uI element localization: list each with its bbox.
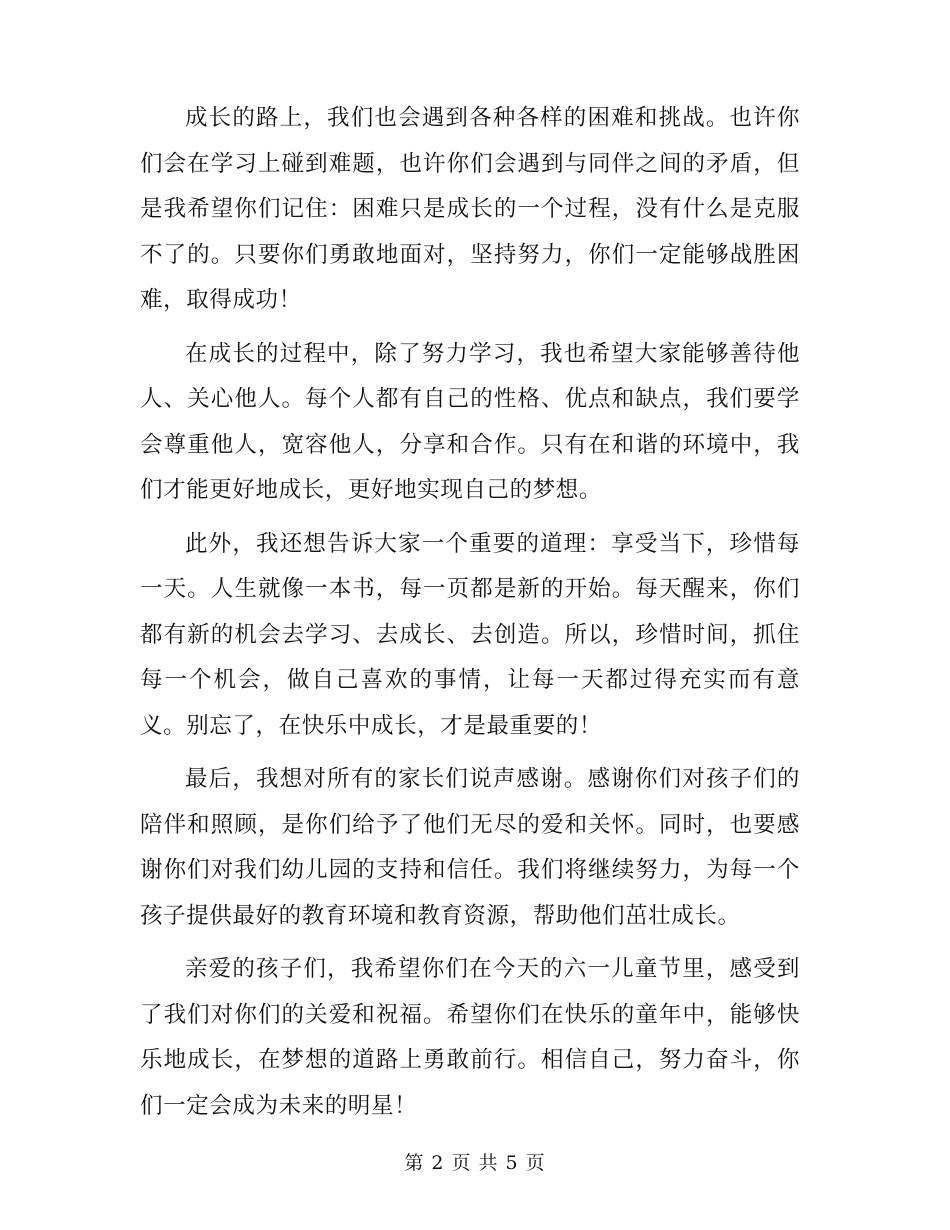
paragraph-difficulties: 成长的路上，我们也会遇到各种各样的困难和挑战。也许你们会在学习上碰到难题，也许你们会遇到与同伴之间的矛盾，但是我希望你们记住：困难只是成长的一个过程，没有什么是克服不了的。只要你们勇敢地面对，坚持努力，你们一定能够战胜困难，取得成功！ [140, 105, 800, 313]
paragraph-closing-wishes: 亲爱的孩子们，我希望你们在今天的六一儿童节里，感受到了我们对你们的关爱和祝福。希望你们在快乐的童年中，能够快乐地成长，在梦想的道路上勇敢前行。相信自己，努力奋斗，你们一定会成为未来的明星！ [140, 956, 800, 1119]
paragraph-cherish-today: 此外，我还想告诉大家一个重要的道理：享受当下，珍惜每一天。人生就像一本书，每一页都是新的开始。每天醒来，你们都有新的机会去学习、去成长、去创造。所以，珍惜时间，抓住每一个机会，做自己喜欢的事情，让每一天都过得充实而有意义。别忘了，在快乐中成长，才是最重要的！ [140, 530, 800, 739]
paragraph-thanks-parents: 最后，我想对所有的家长们说声感谢。感谢你们对孩子们的陪伴和照顾，是你们给予了他们无尽的爱和关怀。同时，也要感谢你们对我们幼儿园的支持和信任。我们将继续努力，为每一个孩子提供最好的教育环境和教育资源，帮助他们茁壮成长。 [140, 766, 800, 929]
paragraph-kindness: 在成长的过程中，除了努力学习，我也希望大家能够善待他人、关心他人。每个人都有自己的性格、优点和缺点，我们要学会尊重他人，宽容他人，分享和合作。只有在和谐的环境中，我们才能更好地成长，更好地实现自己的梦想。 [140, 340, 800, 503]
document-body [140, 96, 800, 1137]
page-number-footer: 第 2 页 共 5 页 [404, 1152, 546, 1174]
